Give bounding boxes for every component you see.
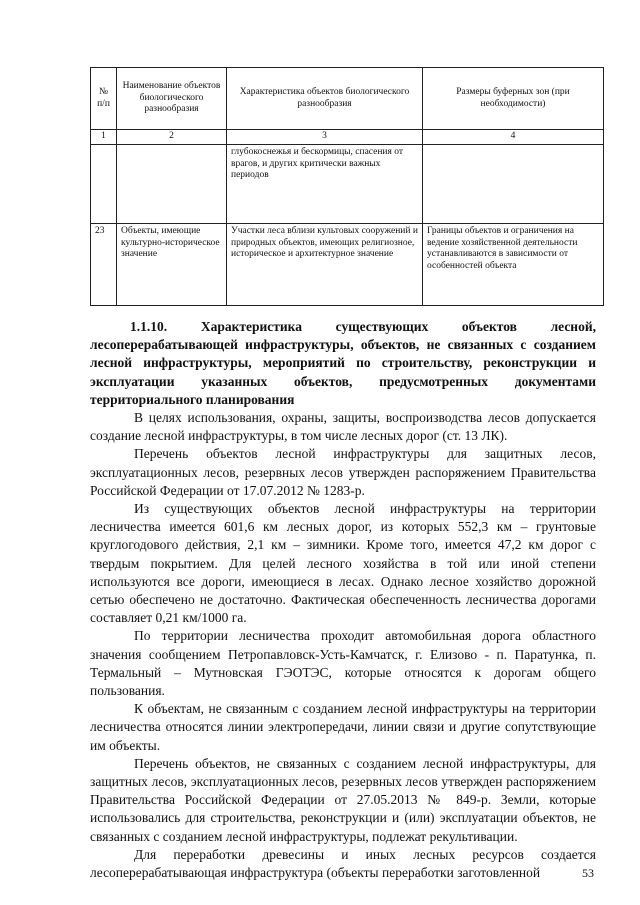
section-heading: 1.1.10. Характеристика существующих объектов лесной, лесоперерабатывающей инфраструктуры, объектов, не связанных с созданием лесной инфраструктуры, мероприятий по строительству, реконструкции и эксплуатации указанных объектов, предусмотренных документами территориального планирования xyxy=(90,319,596,407)
col-number-3: 3 xyxy=(227,130,423,145)
page-number: 53 xyxy=(582,866,594,880)
header-buffer-zones: Размеры буферных зон (при необходимости) xyxy=(423,68,604,130)
paragraph: Перечень объектов лесной инфраструктуры для защитных лесов, эксплуатационных лесов, резервных лесов утвержден распоряжением Правительства Российской Федерации от 17.07.2012 № 1283-р. xyxy=(90,446,596,498)
paragraph: Для переработки древесины и иных лесных ресурсов создается лесоперерабатывающая инфраструктура (объекты переработки заготовленной xyxy=(90,846,596,881)
col-number-4: 4 xyxy=(423,130,604,145)
paragraph: По территории лесничества проходит автомобильная дорога областного значения сообщением Петропавловск-Усть-Камчатск, г. Елизово - п. Паратунка, п. Термальный – Мутновская ГЭОТЭС, которые относятся к дорогам общего пользования. xyxy=(90,628,596,699)
cell-num xyxy=(91,145,117,224)
table-row xyxy=(91,145,604,224)
cell-buffer-zones: Границы объектов и ограничения на ведение хозяйственной деятельности устанавливаются в зависимости от особенностей объекта xyxy=(423,224,604,306)
cell-buffer-zones xyxy=(423,145,604,224)
table-header-row xyxy=(91,68,604,130)
section-body xyxy=(90,318,596,882)
paragraph: Перечень объектов, не связанных с созданием лесной инфраструктуры, для защитных лесов, эксплуатационных лесов, резервных лесов утвержден распоряжением Правительства Российской Федерации от 27.05.2013 № 849-р. Земли, которые использовались для строительства, реконструкции и (или) эксплуатации объектов, не связанных с созданием лесной инфраструктуры, подлежат рекультивации. xyxy=(90,755,596,844)
cell-name xyxy=(117,145,227,224)
cell-num: 23 xyxy=(91,224,117,306)
header-name: Наименование объектов биологического разнообразия xyxy=(117,68,227,130)
biodiversity-table xyxy=(90,67,604,306)
cell-characteristic: Участки леса вблизи культовых сооружений и природных объектов, имеющих религиозное, историческое и архитектурное значение xyxy=(227,224,423,306)
col-number-1: 1 xyxy=(91,130,117,145)
column-numbers-row xyxy=(91,130,604,145)
paragraph: К объектам, не связанным с созданием лесной инфраструктуры на территории лесничества относятся линии электропередачи, линии связи и другие сопутствующие им объекты. xyxy=(90,701,596,753)
cell-characteristic: глубокоснежья и бескормицы, спасения от врагов, и других критически важных периодов xyxy=(227,145,423,224)
col-number-2: 2 xyxy=(117,130,227,145)
paragraph: В целях использования, охраны, защиты, воспроизводства лесов допускается создание лесной инфраструктуры, в том числе лесных дорог (ст. 13 ЛК). xyxy=(90,410,596,444)
header-num: № п/п xyxy=(91,68,117,130)
cell-name: Объекты, имеющие культурно-историческое значение xyxy=(117,224,227,306)
header-characteristic: Характеристика объектов биологического разнообразия xyxy=(227,68,423,130)
table-row xyxy=(91,224,604,306)
paragraph: Из существующих объектов лесной инфраструктуры на территории лесничества имеется 601,6 км лесных дорог, из которых 552,3 км – грунтовые круглогодового действия, 2,1 км – зимники. Кроме того, имеется 47,2 км дорог с твердым покрытием. Для целей лесного хозяйства в той или иной степени используются все дороги, имеющиеся в лесах. Однако лесное хозяйство дорожной сетью обеспечено не достаточно. Фактическая обеспеченность лесничества дорогами составляет 0,21 км/1000 га. xyxy=(90,501,596,626)
